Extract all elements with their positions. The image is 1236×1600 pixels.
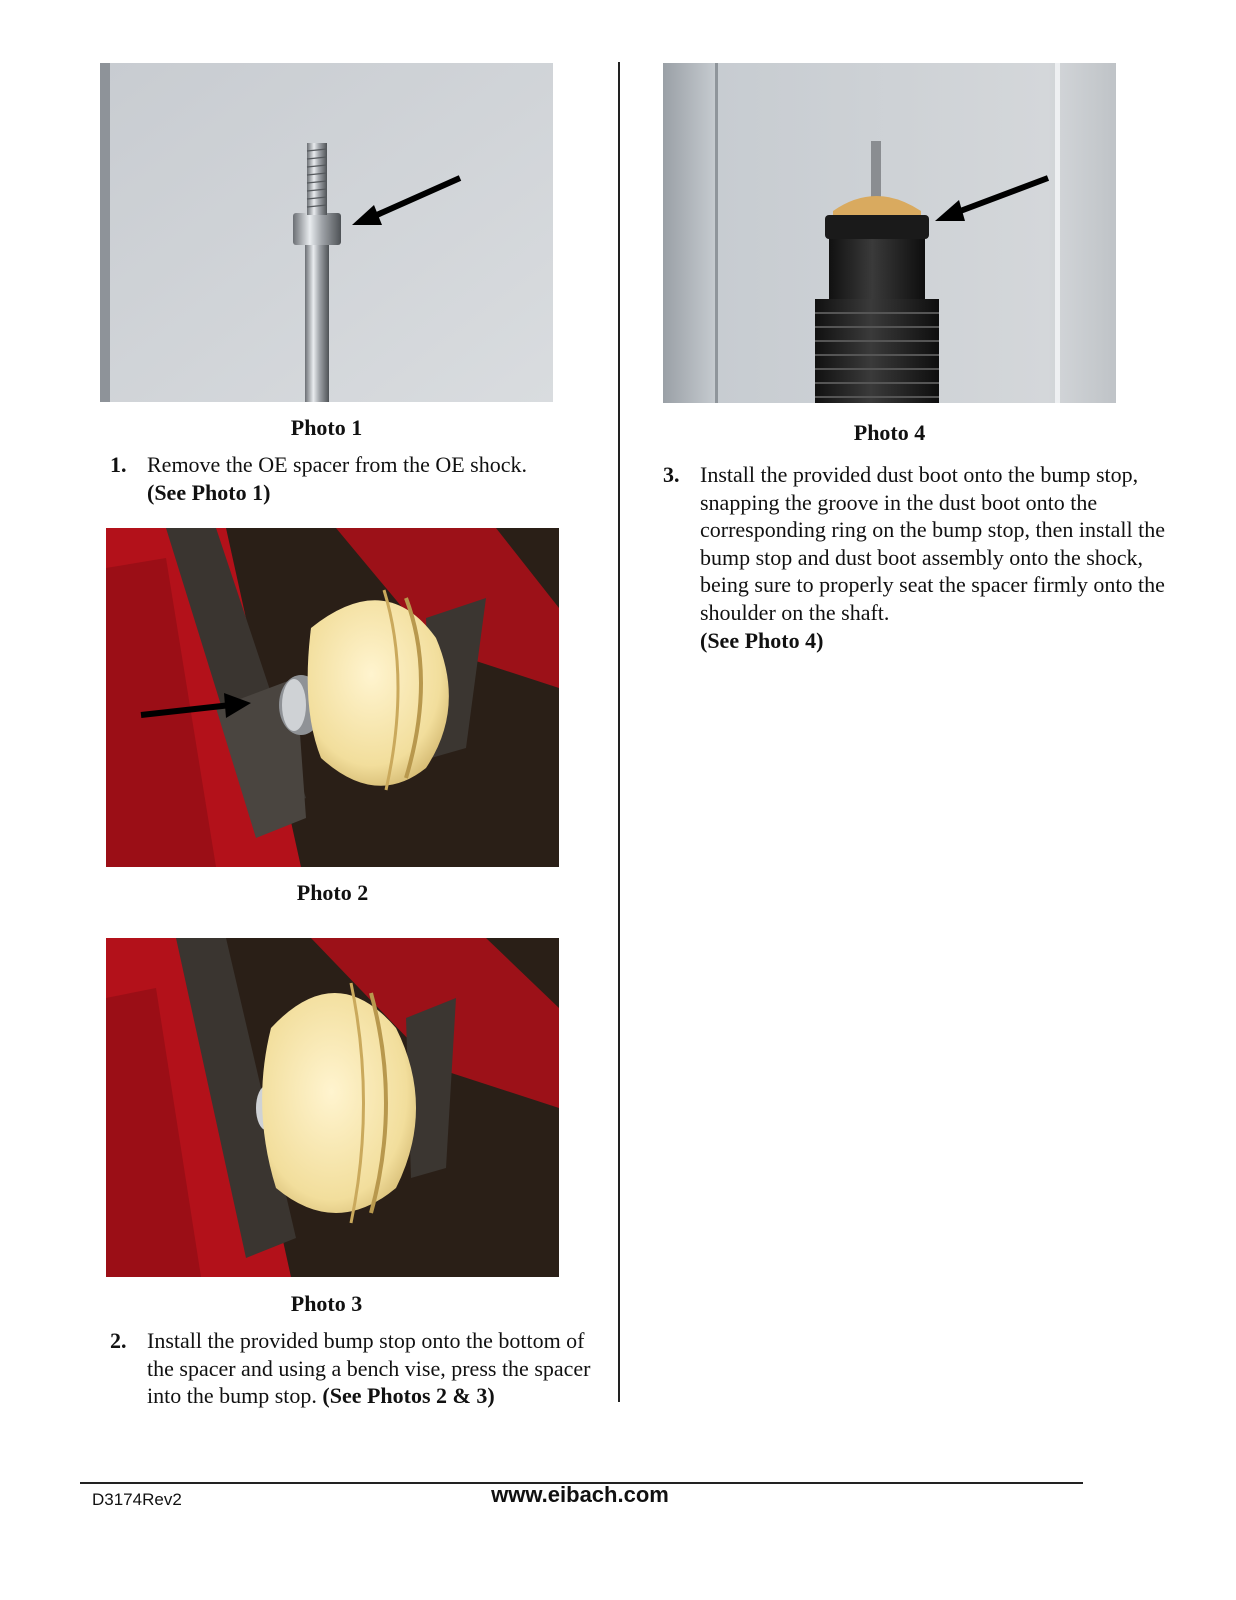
photo-2 bbox=[106, 528, 559, 867]
step-2-number: 2. bbox=[110, 1328, 127, 1353]
step-2-text: Install the provided bump stop onto the bottom of the spacer and using a bench vise, press the spacer into the bump stop. bbox=[147, 1328, 591, 1409]
step-1 bbox=[110, 451, 580, 506]
step-3-reference: (See Photo 4) bbox=[700, 627, 824, 653]
photo-3 bbox=[106, 938, 559, 1277]
photo-3-caption: Photo 3 bbox=[290, 1291, 363, 1316]
column-divider bbox=[618, 62, 620, 1402]
document-code: D3174Rev2 bbox=[92, 1490, 182, 1509]
step-3 bbox=[663, 461, 1173, 654]
step-1-number: 1. bbox=[110, 452, 127, 477]
photo-2-caption: Photo 2 bbox=[296, 880, 369, 905]
step-3-number: 3. bbox=[663, 462, 680, 487]
step-1-text: Remove the OE spacer from the OE shock. bbox=[147, 452, 527, 477]
footer-website-link[interactable]: www.eibach.com bbox=[491, 1482, 669, 1507]
photo-1-caption: Photo 1 bbox=[290, 415, 363, 440]
step-3-text: Install the provided dust boot onto the bump stop, snapping the groove in the dust boot onto the corresponding ring on the bump stop, then install the bump stop and dust boot assembly onto the shock, being sure to properly seat the spacer firmly onto the shoulder on the shaft. bbox=[700, 462, 1165, 625]
photo-4 bbox=[663, 63, 1116, 403]
step-2 bbox=[110, 1327, 610, 1410]
step-2-reference: (See Photos 2 & 3) bbox=[322, 1383, 495, 1409]
step-1-reference: (See Photo 1) bbox=[147, 479, 271, 505]
photo-1 bbox=[100, 63, 553, 402]
photo-4-caption: Photo 4 bbox=[853, 420, 926, 445]
